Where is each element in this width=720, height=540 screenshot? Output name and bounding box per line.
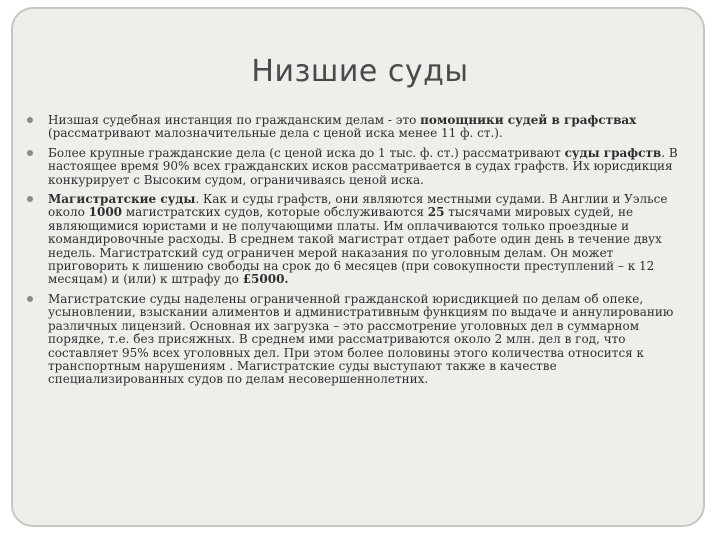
bullet-text: тысячами мировых судей, не являющимися юристами и не получающими платы. Им оплачиваются только проездные и командировочные расходы. В среднем такой магистрат отдает работе один день в течение двух недель. Магистратский суд ограничен мерой наказания по уголовным делам. Он может приговорить к лишению свободы на срок до 6 месяцев (при совокупности преступлений – к 12 месяцам) и (или) к штрафу до [48,205,662,287]
bullet-icon [27,296,33,302]
bullet-item-1 [24,114,684,141]
bullet-bold-text: £5000. [242,272,289,287]
bullet-item-3 [24,193,684,287]
bullet-item-2 [24,147,684,187]
bullet-bold-text: помощники судей в графствах [420,113,637,127]
bullet-text: . Как и суды графств, они являются местными судами. В Англии и Уэльсе около [48,192,668,220]
bullet-icon [27,150,33,156]
slide-title: Низшие суды [251,54,469,89]
bullet-list [24,114,684,393]
bullet-text: Магистратские суды наделены ограниченной гражданской юрисдикцией по делам об опеке, усыновлении, взыскании алиментов и административным функциям по выдаче и аннулированию различных лицензий. Основная их загрузка – это рассмотрение уголовных дел в суммарном порядке, т.е. без присяжных. В среднем ими рассматриваются около 2 млн. дел в год, что составляет 95% всех уголовных дел. При этом более половины этого количества относится к транспортным нарушениям . Магистратские суды выступают также в качестве специализированных судов по делам несовершеннолетних. [48,291,674,387]
bullet-text: (рассматривают малозначительные дела с ценой иска менее 11 ф. ст.). [48,126,503,141]
bullet-text: магистратских судов, которые обслуживаются [122,205,428,220]
bullet-text: Низшая судебная инстанция по гражданским делам - это [48,113,421,127]
bullet-bold-text: суды графств [564,145,662,160]
bullet-bold-text: 25 [427,205,445,220]
bullet-item-4 [24,293,684,387]
bullet-text: Более крупные гражданские дела (с ценой иска до 1 тыс. ф. ст.) рассматривают [48,145,565,160]
bullet-icon [27,117,33,123]
bullet-bold-text: Магистратские суды [48,192,196,207]
bullet-icon [27,196,33,202]
bullet-text: . В настоящее время 90% всех гражданских исков рассматривается в судах графств. Их юрисдикция конкурирует с Высоким судом, ограничиваясь ценой иска. [48,145,678,187]
bullet-bold-text: 1000 [88,205,123,220]
